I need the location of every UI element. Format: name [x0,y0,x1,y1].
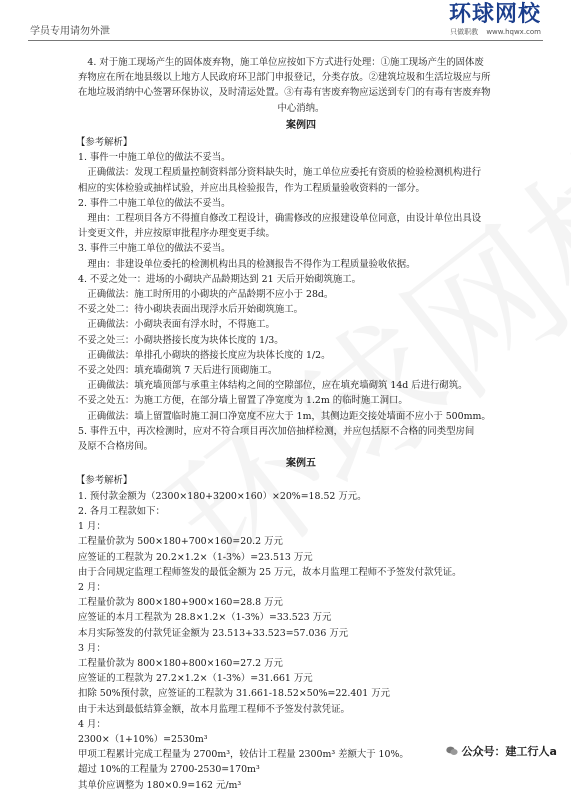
text-line: 3 月： [78,642,106,654]
text-line: 不妥之处二：待小砌块表面出现浮水后开始砌筑施工。 [78,304,304,316]
text-line: 由于未达到最低结算金额，故本月监理工程师不予签发付款凭证。 [78,703,350,715]
text-line: 工程量价款为 800×180+800×160=27.2 万元 [78,657,283,669]
footer-account [446,743,557,759]
text-line: 扣除 50%预付款，应签证的工程款为 31.661-18.52×50%=22.401 万元 [78,688,390,700]
brand-logo [401,3,541,39]
text-line: 【参考解析】 [76,475,133,487]
text-line: 正确做法：单排孔小砌块的搭接长度应为块体长度的 1/2。 [87,349,331,361]
wechat-icon [446,746,458,756]
text-line: 工程量价款为 800×180+900×160=28.8 万元 [78,597,283,609]
text-line: 相应的实体检验或抽样试验，并应出具检验报告，作为工程质量验收资料的一部分。 [78,182,425,194]
text-line: 不妥之处四：填充墙砌筑 7 天后进行顶砌施工。 [78,365,278,377]
text-line: 4. 对于施工现场产生的固体废弃物，施工单位应按如下方式进行处理：①施工现场产生的固体废 [87,57,484,68]
section-heading: 案例五 [286,458,316,470]
text-line: 理由：非建设单位委托的检测机构出具的检测报告不得作为工程质量验收依据。 [87,258,416,270]
page-header [0,0,571,44]
text-line: 5. 事件五中，再次检测时，应对不符合项目再次加倍抽样检测，并应包括原不合格的同类型房间 [78,425,475,437]
logo-title: 环球网校 [448,2,541,27]
logo-url: www.hqwx.com [486,28,541,36]
text-line: 2. 各月工程款如下： [78,505,165,517]
text-line: 由于合同规定监理工程师签发的最低金额为 25 万元，故本月监理工程师不予签发付款凭证。 [78,566,462,578]
text-line: 3. 事件三中施工单位的做法不妥当。 [78,243,231,255]
text-line: 中心消纳。 [277,102,325,114]
text-line: 1. 事件一中施工单位的做法不妥当。 [78,152,231,164]
text-line: 1 月： [78,521,106,533]
text-line: 应签证的工程款为 20.2×1.2×（1-3%）=23.513 万元 [78,551,313,563]
text-line: 甲项工程累计完成工程量为 2700m³，较估计工程量 2300m³ 差额大于 10%。 [78,749,409,761]
text-line: 应签证的本月工程款为 28.8×1.2×（1-3%）=33.523 万元 [78,612,332,624]
text-line: 正确做法：墙上留置临时施工洞口净宽度不应大于 1m，其侧边距交接处墙面不应小于 500mm。 [87,410,491,422]
footer-text: 公众号：建工行人a [461,745,557,758]
text-line: 2 月： [78,581,106,593]
text-line: 正确做法：填充墙顶部与承重主体结构之间的空隙部位，应在填充墙砌筑 14d 后进行砌筑。 [87,380,468,392]
text-line: 正确做法：小砌块表面有浮水时，不得施工。 [87,319,275,331]
text-line: 及原不合格房间。 [78,441,154,453]
text-line: 正确做法：发现工程质量控制资料部分资料缺失时，施工单位应委托有资质的检验检测机构进行 [87,167,482,179]
text-line: 计变更文件，并应按原审批程序办理变更手续。 [78,228,275,240]
text-line: 4 月： [78,718,106,730]
text-line: 4. 不妥之处一：进场的小砌块产品龄期达到 21 天后开始砌筑施工。 [78,273,361,285]
document-body [78,55,524,793]
text-line: 应签证的工程款为 27.2×1.2×（1-3%）=31.661 万元 [78,673,313,685]
text-line: 工程量价款为 500×180+700×160=20.2 万元 [78,536,283,548]
logo-subtitle [401,27,541,37]
text-line: 1. 预付款金额为（2300×180+3200×160）×20%=18.52 万元。 [78,490,367,502]
header-divider [28,40,543,41]
text-line: 2. 事件二中施工单位的做法不妥当。 [78,197,231,209]
text-line: 本月实际签发的付款凭证金额为 23.513+33.523=57.036 万元 [78,627,349,639]
text-line: 弃物应在所在地县级以上地方人民政府环卫部门申报登记，分类存放。②建筑垃圾和生活垃圾应与所 [78,72,491,84]
text-line: 不妥之处三：小砌块搭接长度为块体长度的 1/3。 [78,334,284,346]
header-note: 学员专用请勿外泄 [30,26,110,37]
text-line: 其单价应调整为 180×0.9=162 元/m³ [78,779,242,791]
text-line: 【参考解析】 [76,137,133,149]
text-line: 2300×（1+10%）=2530m³ [78,733,208,745]
text-line: 在地垃圾消纳中心签署环保协议，及时清运处置。③有毒有害废弃物应运送到专门的有毒有害废弃物 [78,87,491,99]
section-heading: 案例四 [286,119,316,131]
text-line: 正确做法：施工时所用的小砌块的产品龄期不应小于 28d。 [87,289,334,301]
text-line: 不妥之处五：为施工方便，在部分墙上留置了净宽度为 1.2m 的临时施工洞口。 [78,395,408,407]
text-line: 超过 10%的工程量为 2700-2530=170m³ [78,764,260,776]
logo-slogan: 只做职教 [450,28,479,36]
text-line: 理由：工程项目各方不得擅自修改工程设计，确需修改的应报建设单位同意，由设计单位出具设 [87,213,482,225]
